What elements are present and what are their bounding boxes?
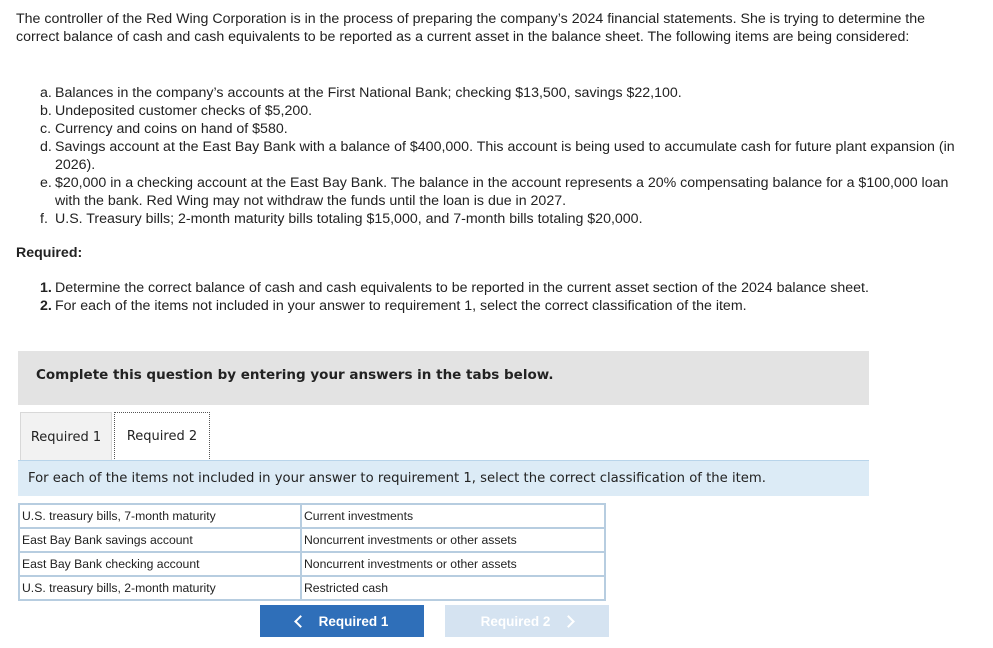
item-cell: East Bay Bank savings account xyxy=(19,528,301,552)
tab-instruction xyxy=(18,460,869,496)
item-cell: U.S. treasury bills, 2-month maturity xyxy=(19,576,301,600)
item-cell: East Bay Bank checking account xyxy=(19,552,301,576)
instruction-text: For each of the items not included in your answer to requirement 1, select the correct classification of the item. xyxy=(28,471,766,486)
banner-text: Complete this question by entering your answers in the tabs below. xyxy=(36,367,554,383)
requirement-item xyxy=(40,279,940,297)
classification-table xyxy=(18,503,606,601)
requirement-text: Determine the correct balance of cash and cash equivalents to be reported in the current asset section of the 2024 balance sheet. xyxy=(55,280,869,296)
classification-select[interactable]: Noncurrent investments or other assets xyxy=(301,528,605,552)
item-letter: f. xyxy=(40,211,48,227)
prev-button[interactable] xyxy=(260,605,424,637)
required-heading: Required: xyxy=(16,245,83,261)
item-text: U.S. Treasury bills; 2-month maturity bills totaling $15,000, and 7-month bills totaling $20,000. xyxy=(55,211,643,227)
list-item xyxy=(40,102,970,120)
requirement-text: For each of the items not included in your answer to requirement 1, select the correct classification of the item. xyxy=(55,298,747,314)
item-text: Undeposited customer checks of $5,200. xyxy=(55,103,313,119)
list-item xyxy=(40,138,970,174)
chevron-right-icon xyxy=(563,615,576,628)
item-letter: e. xyxy=(40,175,52,191)
items-list xyxy=(40,84,970,228)
list-item xyxy=(40,174,970,210)
item-text: $20,000 in a checking account at the East Bay Bank. The balance in the account represents a 20% compensating balance for a $100,000 loan with the bank. Red Wing may not withdraw the funds until the loan is due in 2027. xyxy=(55,175,949,209)
item-text: Currency and coins on hand of $580. xyxy=(55,121,288,137)
item-cell: U.S. treasury bills, 7-month maturity xyxy=(19,504,301,528)
requirement-item xyxy=(40,297,940,315)
problem-intro: The controller of the Red Wing Corporation is in the process of preparing the company’s 2024 financial statements. She is trying to determine the correct balance of cash and cash equivalents to be reported as a current asset in the balance sheet. The following items are being considered: xyxy=(16,11,926,45)
list-item xyxy=(40,84,970,102)
classification-select[interactable]: Restricted cash xyxy=(301,576,605,600)
next-button[interactable] xyxy=(445,605,609,637)
item-letter: d. xyxy=(40,139,52,155)
instructions-banner xyxy=(18,351,869,405)
item-letter: a. xyxy=(40,85,52,101)
requirements-list xyxy=(40,279,940,315)
requirement-number: 2. xyxy=(40,298,52,314)
tab-required-2[interactable]: Required 2 xyxy=(114,412,210,461)
item-letter: b. xyxy=(40,103,52,119)
table-row xyxy=(19,552,605,576)
item-text: Balances in the company’s accounts at the First National Bank; checking $13,500, savings $22,100. xyxy=(55,85,682,101)
tab-required-1[interactable]: Required 1 xyxy=(20,412,112,461)
prev-button-label: Required 1 xyxy=(318,613,389,629)
item-text: Savings account at the East Bay Bank with a balance of $400,000. This account is being used to accumulate cash for future plant expansion (in 2026). xyxy=(55,139,955,173)
next-button-label: Required 2 xyxy=(480,613,551,629)
table-row xyxy=(19,528,605,552)
list-item xyxy=(40,120,970,138)
table-row xyxy=(19,576,605,600)
list-item xyxy=(40,210,970,228)
requirement-number: 1. xyxy=(40,280,52,296)
classification-select[interactable]: Current investments xyxy=(301,504,605,528)
chevron-left-icon xyxy=(294,615,307,628)
classification-select[interactable]: Noncurrent investments or other assets xyxy=(301,552,605,576)
item-letter: c. xyxy=(40,121,52,137)
table-row xyxy=(19,504,605,528)
